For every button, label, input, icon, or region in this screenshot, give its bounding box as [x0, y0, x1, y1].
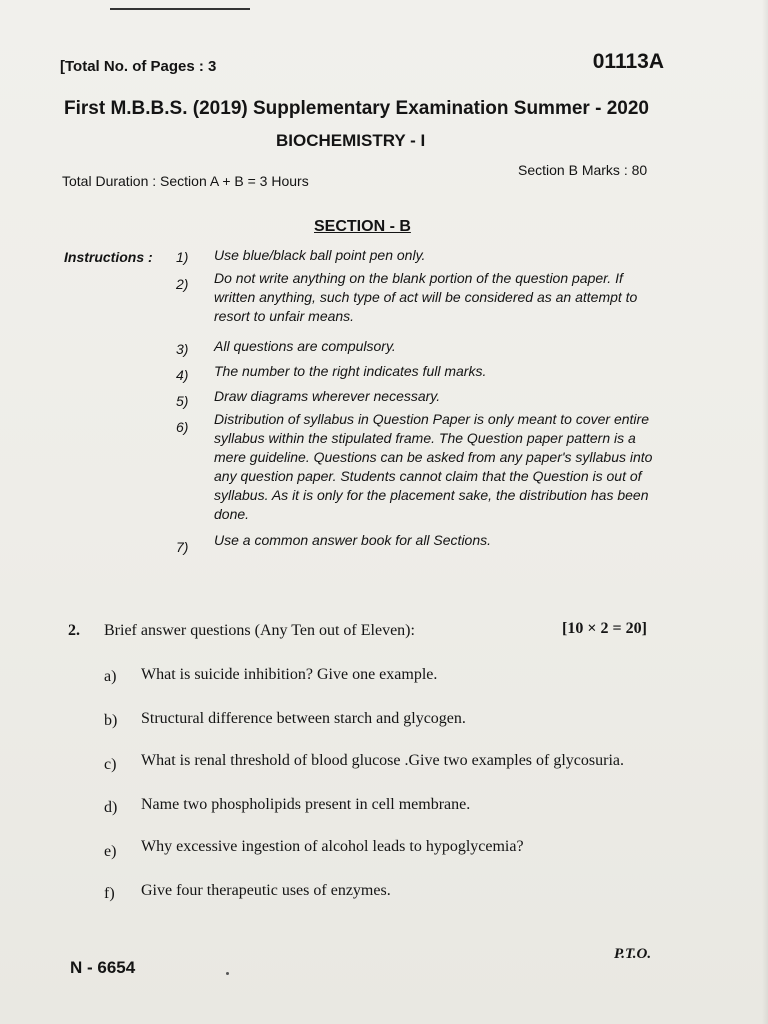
paper-code: 01113A	[592, 50, 664, 73]
question-part-text: What is renal threshold of blood glucose .Give two examples of glycosuria.	[141, 752, 624, 769]
page-edge-shadow	[762, 0, 768, 1024]
instruction-text: Use a common answer book for all Sections.	[214, 532, 492, 548]
question-part-label: b)	[104, 712, 118, 729]
question-marks: [10 × 2 = 20]	[562, 620, 647, 637]
total-duration: Total Duration : Section A + B = 3 Hours	[62, 173, 309, 189]
question-part-label: e)	[104, 843, 117, 860]
instructions-label: Instructions :	[64, 249, 153, 265]
instruction-number: 2)	[176, 276, 189, 292]
question-part-label: d)	[104, 799, 118, 816]
question-number: 2.	[68, 622, 80, 639]
footer-paper-code: N - 6654	[70, 958, 136, 977]
question-part-label: f)	[104, 885, 115, 902]
section-heading: SECTION - B	[314, 218, 411, 235]
instruction-text: Use blue/black ball point pen only.	[214, 247, 426, 263]
instruction-number: 1)	[176, 249, 189, 265]
instruction-number: 6)	[176, 419, 189, 435]
question-part-text: What is suicide inhibition? Give one example.	[141, 666, 438, 683]
question-heading: Brief answer questions (Any Ten out of Eleven):	[104, 622, 415, 639]
instruction-number: 7)	[176, 539, 189, 555]
total-pages: [Total No. of Pages : 3	[60, 58, 217, 75]
question-part-label: c)	[104, 756, 117, 773]
question-part-text: Give four therapeutic uses of enzymes.	[141, 882, 391, 899]
question-part-text: Why excessive ingestion of alcohol leads to hypoglycemia?	[141, 838, 524, 855]
subject-title: BIOCHEMISTRY - I	[276, 131, 426, 150]
exam-title: First M.B.B.S. (2019) Supplementary Examination Summer - 2020	[64, 98, 649, 119]
instruction-number: 5)	[176, 393, 189, 409]
question-part-text: Name two phospholipids present in cell membrane.	[141, 796, 471, 813]
ink-dot	[226, 972, 229, 975]
question-part-label: a)	[104, 668, 117, 685]
question-part-text: Structural difference between starch and glycogen.	[141, 710, 466, 727]
top-rule	[110, 8, 250, 10]
instruction-number: 3)	[176, 341, 189, 357]
section-marks: Section B Marks : 80	[518, 162, 648, 178]
instruction-text: The number to the right indicates full marks.	[214, 363, 487, 379]
instruction-text: Do not write anything on the blank portion of the question paper. If written anything, such type of act will be considered as an attempt to resort to unfair means.	[214, 270, 638, 324]
instruction-text: Draw diagrams wherever necessary.	[214, 388, 441, 404]
instruction-text: All questions are compulsory.	[214, 338, 396, 354]
please-turn-over: P.T.O.	[614, 946, 652, 962]
instruction-text: Distribution of syllabus in Question Paper is only meant to cover entire syllabus within the stipulated frame. The Question paper pattern is a mere guideline. Questions can be asked from any paper's syllabus into any question paper. Students cannot claim that the Question is out of syllabus. As it is only for the placement sake, the distribution has been done.	[214, 411, 653, 522]
instruction-number: 4)	[176, 367, 189, 383]
